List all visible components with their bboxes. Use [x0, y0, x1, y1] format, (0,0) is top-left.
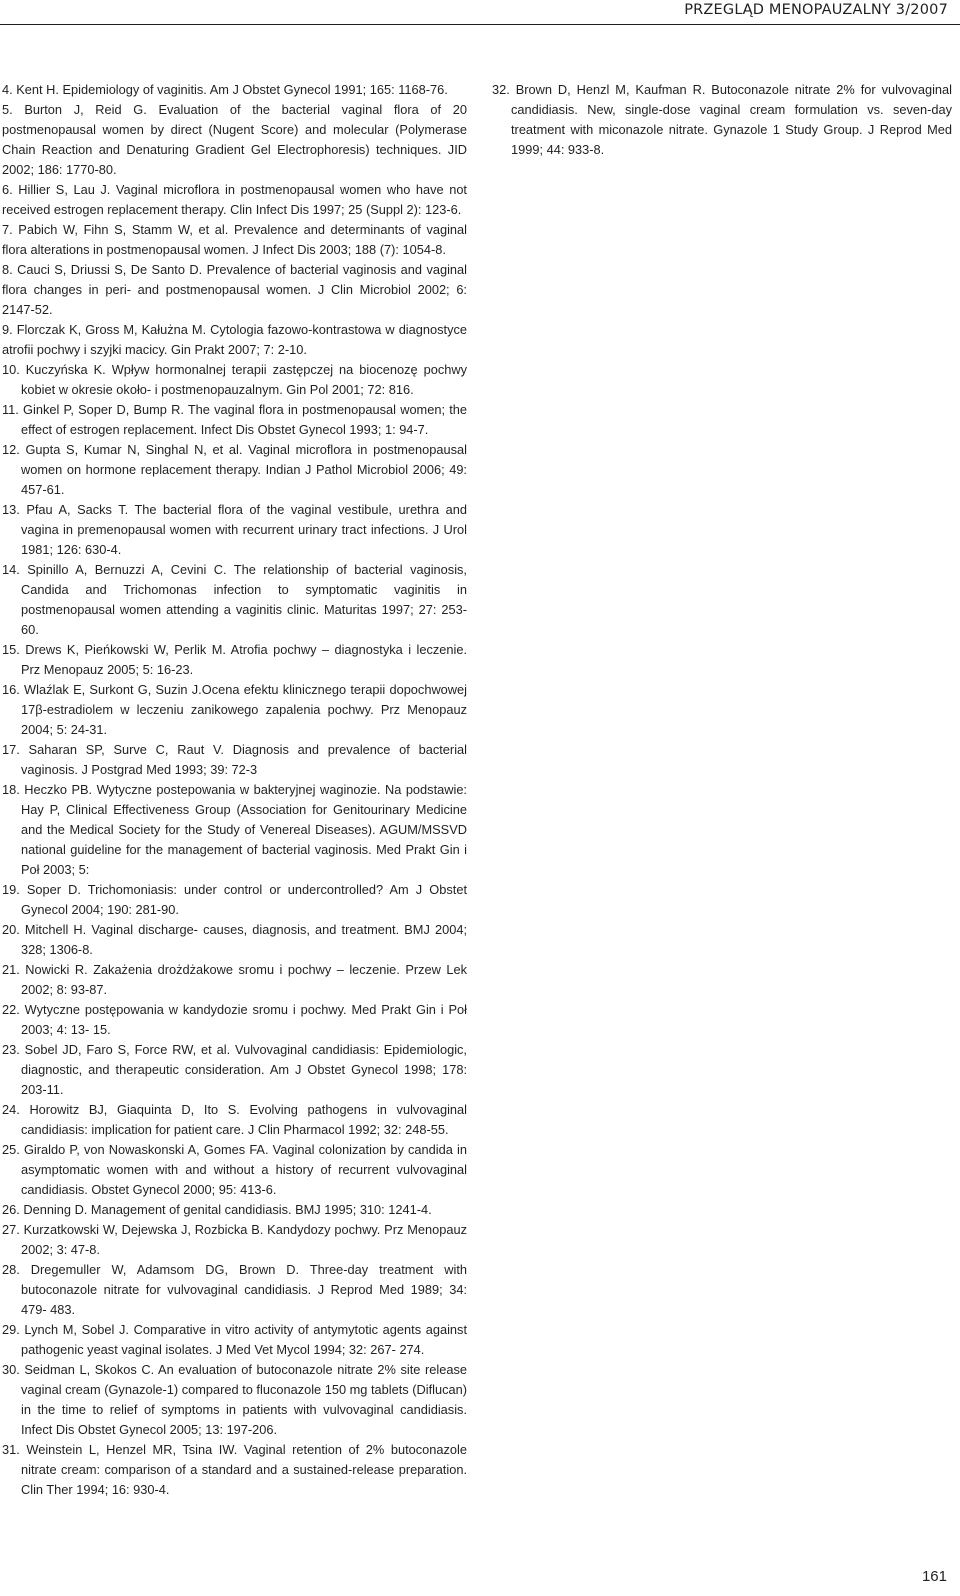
reference-item: 27. Kurzatkowski W, Dejewska J, Rozbicka B. Kandydozy pochwy. Prz Menopauz 2002; 3: 47-8.: [2, 1222, 467, 1257]
reference-item: 23. Sobel JD, Faro S, Force RW, et al. Vulvovaginal candidiasis: Epidemiologic, diagnostic, and therapeutic consideration. Am J Obstet Gynecol 1998; 178: 203-11.: [2, 1042, 467, 1097]
reference-item: 18. Heczko PB. Wytyczne postepowania w bakteryjnej waginozie. Na podstawie: Hay P, Clinical Effectiveness Group (Association for Genitourinary Medicine and the Medical Society for the Study of Venereal Diseases). AGUM/MSSVD national guideline for the management of bacterial vaginosis. Med Prakt Gin i Poł 2003; 5:: [2, 782, 467, 877]
reference-item: 31. Weinstein L, Henzel MR, Tsina IW. Vaginal retention of 2% butoconazole nitrate cream: comparison of a standard and a sustained-release preparation. Clin Ther 1994; 16: 930-4.: [2, 1442, 467, 1497]
reference-item: 9. Florczak K, Gross M, Kałużna M. Cytologia fazowo-kontrastowa w diagnostyce atrofii pochwy i szyjki macicy. Gin Prakt 2007; 7: 2-10.: [2, 322, 467, 357]
reference-item: 12. Gupta S, Kumar N, Singhal N, et al. Vaginal microflora in postmenopausal women on hormone replacement therapy. Indian J Pathol Microbiol 2006; 49: 457-61.: [2, 442, 467, 497]
reference-item: 19. Soper D. Trichomoniasis: under control or undercontrolled? Am J Obstet Gynecol 2004; 190: 281-90.: [2, 882, 467, 917]
reference-item: 6. Hillier S, Lau J. Vaginal microflora in postmenopausal women who have not received estrogen replacement therapy. Clin Infect Dis 1997; 25 (Suppl 2): 123-6.: [2, 182, 467, 217]
reference-item: 17. Saharan SP, Surve C, Raut V. Diagnosis and prevalence of bacterial vaginosis. J Postgrad Med 1993; 39: 72-3: [2, 742, 467, 777]
reference-item: 11. Ginkel P, Soper D, Bump R. The vaginal flora in postmenopausal women; the effect of estrogen replacement. Infect Dis Obstet Gynecol 1993; 1: 94-7.: [2, 402, 467, 437]
reference-item: 16. Wlaźlak E, Surkont G, Suzin J.Ocena efektu klinicznego terapii dopochwowej 17β-estradiolem w leczeniu zanikowego zapalenia pochwy. Prz Menopauz 2004; 5: 24-31.: [2, 682, 467, 737]
reference-item: 29. Lynch M, Sobel J. Comparative in vitro activity of antymytotic agents against pathogenic yeast vaginal isolates. J Med Vet Mycol 1994; 32: 267- 274.: [2, 1322, 467, 1357]
reference-item: 30. Seidman L, Skokos C. An evaluation of butoconazole nitrate 2% site release vaginal cream (Gynazole-1) compared to fluconazole 150 mg tablets (Diflucan) in the time to relief of symptoms in patients with vulvovaginal candidiasis. Infect Dis Obstet Gynecol 2005; 13: 197-206.: [2, 1362, 467, 1437]
reference-item: 20. Mitchell H. Vaginal discharge- causes, diagnosis, and treatment. BMJ 2004; 328; 1306-8.: [2, 922, 467, 957]
reference-item: 28. Dregemuller W, Adamsom DG, Brown D. Three-day treatment with butoconazole nitrate for vulvovaginal candidiasis. J Reprod Med 1989; 34: 479- 483.: [2, 1262, 467, 1317]
reference-item: 25. Giraldo P, von Nowaskonski A, Gomes FA. Vaginal colonization by candida in asymptomatic women with and without a history of recurrent vulvovaginal candidiasis. Obstet Gynecol 2000; 95: 413-6.: [2, 1142, 467, 1197]
reference-item: 22. Wytyczne postępowania w kandydozie sromu i pochwy. Med Prakt Gin i Poł 2003; 4: 13- 15.: [2, 1002, 467, 1037]
reference-item: 26. Denning D. Management of genital candidiasis. BMJ 1995; 310: 1241-4.: [2, 1202, 432, 1217]
reference-item: 15. Drews K, Pieńkowski W, Perlik M. Atrofia pochwy – diagnostyka i leczenie. Prz Menopauz 2005; 5: 16-23.: [2, 642, 467, 677]
reference-item: 14. Spinillo A, Bernuzzi A, Cevini C. The relationship of bacterial vaginosis, Candida and Trichomonas infection to symptomatic vaginitis in postmenopausal women attending a vaginitis clinic. Maturitas 1997; 27: 253-60.: [2, 562, 467, 637]
references-left-column: [2, 80, 467, 1500]
reference-item: 32. Brown D, Henzl M, Kaufman R. Butoconazole nitrate 2% for vulvovaginal candidiasis. New, single-dose vaginal cream formulation vs. seven-day treatment with miconazole nitrate. Gynazole 1 Study Group. J Reprod Med 1999; 44: 933-8.: [492, 82, 952, 157]
reference-item: 13. Pfau A, Sacks T. The bacterial flora of the vaginal vestibule, urethra and vagina in premenopausal women with recurrent urinary tract infections. J Urol 1981; 126: 630-4.: [2, 502, 467, 557]
reference-item: 8. Cauci S, Driussi S, De Santo D. Prevalence of bacterial vaginosis and vaginal flora changes in peri- and postmenopausal women. J Clin Microbiol 2002; 6: 2147-52.: [2, 262, 467, 317]
references-right-column: [492, 80, 952, 160]
journal-title: PRZEGLĄD MENOPAUZALNY 3/2007: [684, 2, 948, 18]
reference-item: 24. Horowitz BJ, Giaquinta D, Ito S. Evolving pathogens in vulvovaginal candidiasis: implication for patient care. J Clin Pharmacol 1992; 32: 248-55.: [2, 1102, 467, 1137]
reference-item: 5. Burton J, Reid G. Evaluation of the bacterial vaginal flora of 20 postmenopausal women by direct (Nugent Score) and molecular (Polymerase Chain Reaction and Denaturing Gradient Gel Electrophoresis) techniques. JID 2002; 186: 1770-80.: [2, 102, 467, 177]
reference-item: 4. Kent H. Epidemiology of vaginitis. Am J Obstet Gynecol 1991; 165: 1168-76.: [2, 82, 448, 97]
reference-item: 10. Kuczyńska K. Wpływ hormonalnej terapii zastępczej na biocenozę pochwy kobiet w okresie około- i postmenopauzalnym. Gin Pol 2001; 72: 816.: [2, 362, 467, 397]
header-rule: [0, 24, 960, 25]
reference-item: 21. Nowicki R. Zakażenia drożdżakowe sromu i pochwy – leczenie. Przew Lek 2002; 8: 93-87.: [2, 962, 467, 997]
journal-header: [0, 0, 960, 46]
reference-item: 7. Pabich W, Fihn S, Stamm W, et al. Prevalence and determinants of vaginal flora alterations in postmenopausal women. J Infect Dis 2003; 188 (7): 1054-8.: [2, 222, 467, 257]
page-number: 161: [921, 1568, 947, 1585]
